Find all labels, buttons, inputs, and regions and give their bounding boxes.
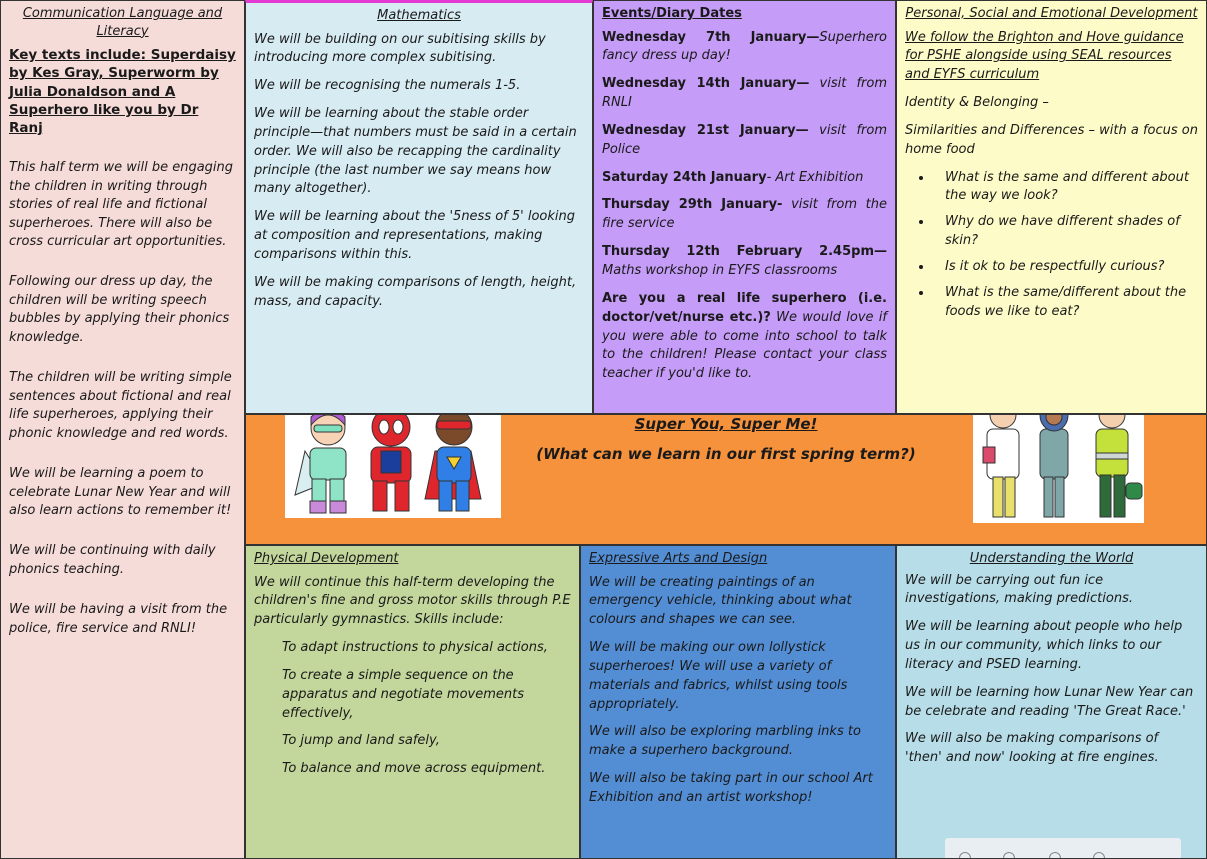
psed-bullet: • Why do we have different shades of skin? xyxy=(933,213,1198,251)
event-text: visit from the fire service xyxy=(602,197,887,232)
psed-guidance: We follow the Brighton and Hove guidance for PSHE alongside using SEAL resources and EYFS curriculum xyxy=(905,29,1184,83)
cll-panel xyxy=(0,0,245,859)
maths-panel xyxy=(245,0,593,414)
viewer-control-dot[interactable] xyxy=(1049,852,1061,859)
viewer-control-dot[interactable] xyxy=(1093,852,1105,859)
event-item xyxy=(602,243,887,281)
maths-paragraph: We will be recognising the numerals 1-5. xyxy=(254,78,521,94)
psed-bullet: • Is it ok to be respectfully curious? xyxy=(933,258,1198,277)
event-item xyxy=(602,196,887,234)
utw-paragraph: We will also be making comparisons of 'then' and now' looking at fire engines. xyxy=(905,731,1159,766)
psed-bullet: • What is the same/different about the foods we like to eat? xyxy=(933,284,1198,322)
ead-panel xyxy=(580,545,896,859)
cll-paragraph: Following our dress up day, the children will be writing speech bubbles by applying their phonics knowledge. xyxy=(9,274,230,345)
cll-paragraph: We will be having a visit from the police, fire service and RNLI! xyxy=(9,602,228,636)
event-text: We would love if you were able to come into school to talk to the children! Please contact your class teacher if you'd like to. xyxy=(602,309,887,382)
maths-title: Mathematics xyxy=(377,8,461,23)
utw-paragraph: We will be learning about people who help us in our community, which links to our literacy and PSED learning. xyxy=(905,619,1183,672)
psed-identity: Identity & Belonging – xyxy=(905,95,1049,111)
event-date: Thursday 12th February 2.45pm— xyxy=(602,244,887,260)
utw-panel xyxy=(896,545,1207,859)
ead-title: Expressive Arts and Design xyxy=(589,551,768,566)
event-date: Wednesday 21st January— xyxy=(602,122,809,138)
event-text: Maths workshop in EYFS classrooms xyxy=(602,262,838,278)
cll-paragraph: We will be learning a poem to celebrate Lunar New Year and will also learn actions to remember it! xyxy=(9,466,232,518)
topic-banner xyxy=(245,414,1207,545)
maths-paragraph: We will be building on our subitising skills by introducing more complex subitising. xyxy=(254,31,546,66)
pd-skill: To adapt instructions to physical actions, xyxy=(282,640,548,656)
event-date: Are you a real life superhero (i.e. doctor/vet/nurse etc.)? xyxy=(602,290,887,325)
event-date: Wednesday 14th January— xyxy=(602,76,810,92)
pd-skill: To balance and move across equipment. xyxy=(282,761,546,777)
event-text: visit from Police xyxy=(602,122,887,157)
cll-paragraph: The children will be writing simple sentences about fictional and real life superheroes, applying their phonic knowledge and red words. xyxy=(9,370,232,441)
ead-paragraph: We will be making our own lollystick superheroes! We will use a variety of materials and fabrics, whilst using tools appropriately. xyxy=(589,640,848,712)
cll-paragraph: This half term we will be engaging the children in writing through stories of real life and fictional superheroes. There will also be cross curricular art opportunities. xyxy=(9,160,234,249)
events-panel xyxy=(593,0,896,414)
events-title: Events/Diary Dates xyxy=(602,6,742,21)
ead-paragraph: We will also be exploring marbling inks to make a superhero background. xyxy=(589,724,861,759)
psed-panel xyxy=(896,0,1207,414)
event-item xyxy=(602,169,887,188)
cll-key-texts: Key texts include: Superdaisy by Kes Gray, Superworm by Julia Donaldson and A Superhero like you by Dr Ranj xyxy=(9,47,236,136)
cll-paragraph: We will be continuing with daily phonics teaching. xyxy=(9,543,216,577)
maths-paragraph: We will be making comparisons of length, height, mass, and capacity. xyxy=(254,274,577,309)
banner-title: Super You, Super Me! xyxy=(634,415,818,433)
event-item xyxy=(602,122,887,160)
ead-paragraph: We will be creating paintings of an emergency vehicle, thinking about what colours and shapes we can see. xyxy=(589,574,852,628)
maths-paragraph: We will be learning about the stable order principle—that numbers must be said in a certain order. We will also be recapping the cardinality principle (the last number we say means how many altogether). xyxy=(254,106,577,197)
cll-title: Communication Language and Literacy xyxy=(22,6,223,39)
banner-subtitle: (What can we learn in our first spring term?) xyxy=(536,445,916,463)
event-item xyxy=(602,29,887,67)
event-text: - Art Exhibition xyxy=(766,169,864,185)
viewer-controls[interactable] xyxy=(945,838,1181,859)
doctor-illustration xyxy=(973,414,1033,523)
psed-title: Personal, Social and Emotional Development xyxy=(905,6,1198,21)
psed-bullet-list xyxy=(905,169,1198,322)
event-text: Superhero fancy dress up day! xyxy=(602,29,887,64)
event-item xyxy=(602,75,887,113)
utw-title: Understanding the World xyxy=(969,551,1134,566)
psed-similarities: Similarities and Differences – with a focus on home food xyxy=(905,122,1198,157)
event-date: Wednesday 7th January— xyxy=(602,29,820,45)
ead-paragraph: We will also be taking part in our school Art Exhibition and an artist workshop! xyxy=(589,771,873,805)
pd-skill: To jump and land safely, xyxy=(282,733,440,749)
event-date: Saturday 24th January xyxy=(602,169,767,185)
pd-title: Physical Development xyxy=(254,551,399,566)
pd-intro: We will continue this half-term developing the children's fine and gross motor skills through P.E particularly gymnastics. Skills include: xyxy=(254,574,571,628)
viewer-control-dot[interactable] xyxy=(1003,852,1015,859)
psed-bullet: • What is the same and different about the way we look? xyxy=(933,169,1198,207)
viewer-control-dot[interactable] xyxy=(959,852,971,859)
utw-paragraph: We will be learning how Lunar New Year can be celebrate and reading 'The Great Race.' xyxy=(905,684,1194,719)
event-item xyxy=(602,290,887,384)
pd-panel xyxy=(245,545,580,859)
paramedic-illustration xyxy=(1084,414,1144,523)
pd-skill: To create a simple sequence on the apparatus and negotiate movements effectively, xyxy=(282,667,525,721)
nurse-illustration xyxy=(1032,414,1092,523)
utw-paragraph: We will be carrying out fun ice investigations, making predictions. xyxy=(905,572,1133,607)
event-text: visit from RNLI xyxy=(602,76,887,111)
event-date: Thursday 29th January- xyxy=(602,197,783,213)
maths-paragraph: We will be learning about the '5ness of 5' looking at composition and representations, making comparisons within this. xyxy=(254,209,576,262)
